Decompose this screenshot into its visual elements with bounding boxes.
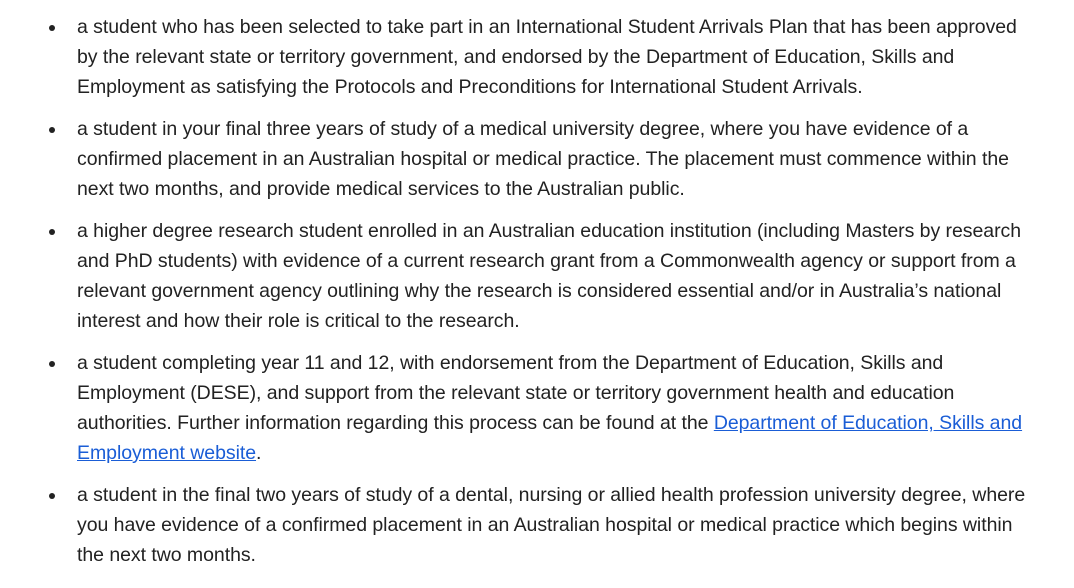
- list-item-text: a student who has been selected to take part in an International Student Arrivals Plan that has been approved by the relevant state or territory government, and endorsed by the Department of Education, Skills and Employment as satisfying the Protocols and Preconditions for International Student Arrivals.: [77, 16, 1017, 98]
- list-item: [0, 114, 1074, 204]
- student-eligibility-list: [0, 12, 1074, 582]
- list-item: [0, 12, 1074, 102]
- list-item-text: [77, 352, 1022, 464]
- list-item: [0, 216, 1074, 336]
- bullet-icon: [49, 493, 55, 499]
- dese-website-link[interactable]: Department of Education, Skills and Employment website: [77, 412, 1023, 464]
- list-item-text: a student in the final two years of study of a dental, nursing or allied health profession university degree, where you have evidence of a confirmed placement in an Australian hospital or medical practice which begins within the next two months.: [77, 484, 1026, 566]
- bullet-icon: [49, 229, 55, 235]
- list-item-text: a higher degree research student enrolled in an Australian education institution (including Masters by research and PhD students) with evidence of a current research grant from a Commonwealth agency or support from a relevant government agency outlining why the research is considered essential and/or in Australia’s national interest and how their role is critical to the research.: [77, 220, 1022, 332]
- list-item-text: a student in your final three years of study of a medical university degree, where you have evidence of a confirmed placement in an Australian hospital or medical practice. The placement must commence within the next two months, and provide medical services to the Australian public.: [77, 118, 1009, 200]
- list-item-text-after-link: .: [256, 442, 262, 464]
- bullet-icon: [49, 127, 55, 133]
- bullet-icon: [49, 361, 55, 367]
- list-item-text-before-link: a student completing year 11 and 12, with endorsement from the Department of Education, Skills and Employment (DESE), and support from the relevant state or territory government health and education authorities. Further information regarding this process can be found at the: [77, 352, 955, 434]
- list-item: [0, 480, 1074, 570]
- list-item: [0, 348, 1074, 468]
- bullet-icon: [49, 25, 55, 31]
